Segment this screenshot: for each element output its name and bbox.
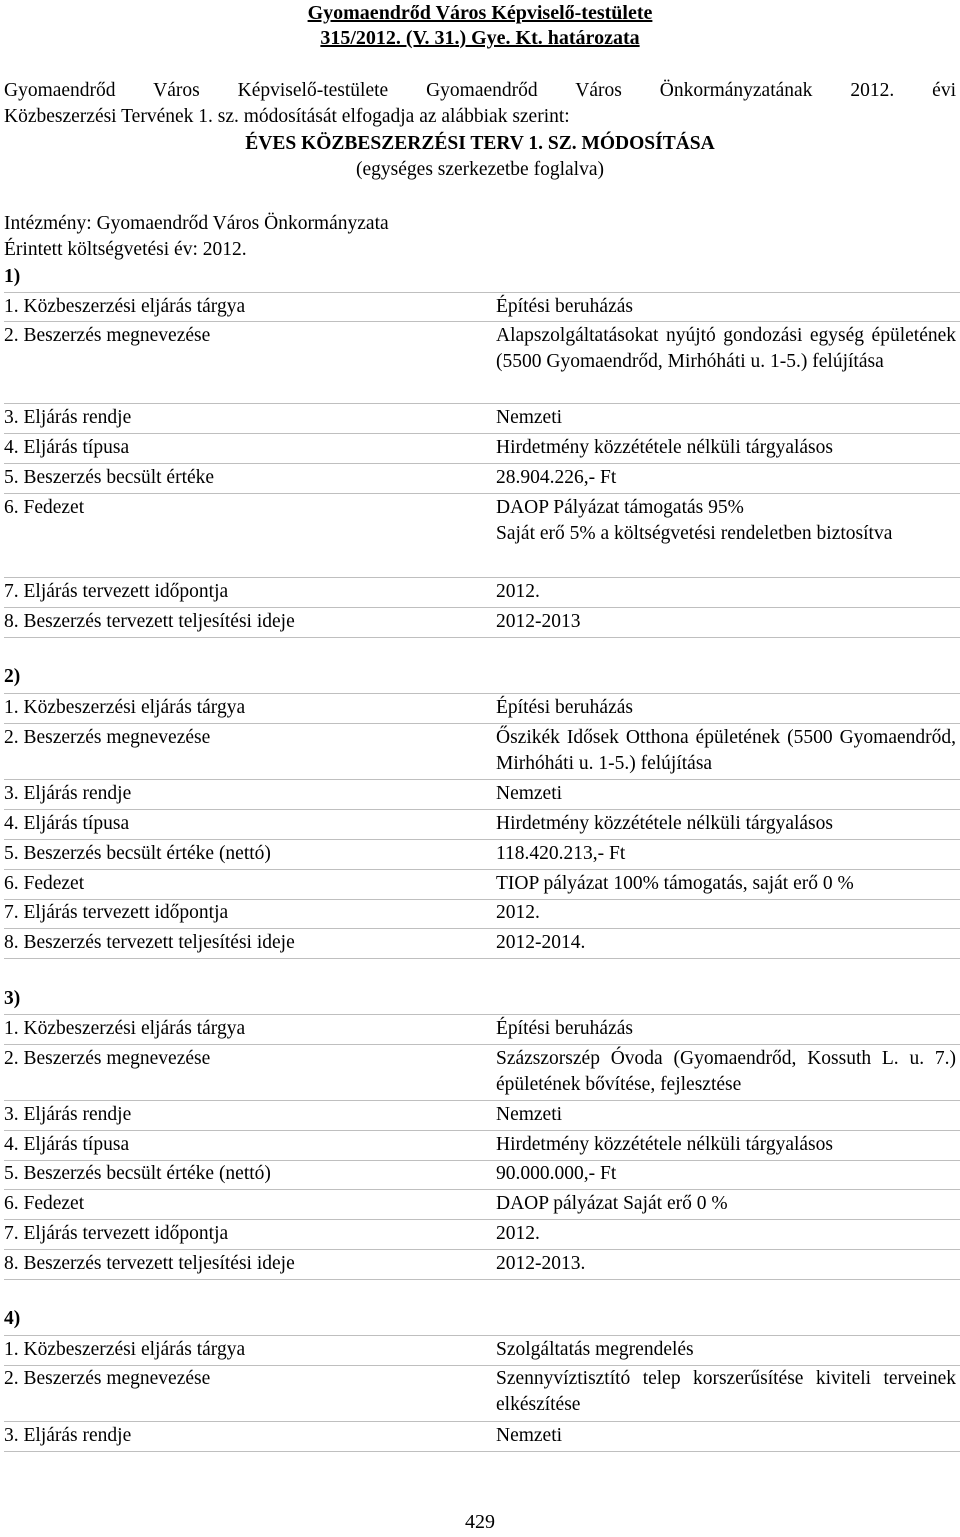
- row-label: 7. Eljárás tervezett időpontja: [4, 581, 229, 602]
- row-value: 90.000.000,- Ft: [496, 1163, 617, 1184]
- row-divider: [4, 637, 960, 638]
- row-value: 2012-2014.: [496, 932, 586, 953]
- row-value: 2012.: [496, 902, 540, 923]
- row-value: 118.420.213,- Ft: [496, 843, 626, 864]
- row-label: 2. Beszerzés megnevezése: [4, 727, 211, 748]
- funding-line-1: DAOP Pályázat támogatás 95%: [496, 497, 744, 518]
- row-value: 2012.: [496, 581, 540, 602]
- row-value: Hirdetmény közzététele nélküli tárgyalásos: [496, 813, 833, 834]
- plan-subtitle: (egységes szerkezetbe foglalva): [356, 159, 604, 180]
- row-divider: [4, 693, 960, 694]
- plan-title: ÉVES KÖZBESZERZÉSI TERV 1. SZ. MÓDOSÍTÁSA: [245, 133, 715, 154]
- row-value: Alapszolgáltatásokat nyújtó gondozási egység épületének (5500 Gyomaendrőd, Mirhóháti u. 1-5.) felújítása: [496, 325, 956, 372]
- row-value: Építési beruházás: [496, 1018, 633, 1039]
- row-value: 28.904.226,- Ft: [496, 467, 617, 488]
- row-label: 6. Fedezet: [4, 873, 85, 894]
- row-label: 6. Fedezet: [4, 497, 85, 518]
- row-divider: [4, 958, 960, 959]
- row-divider: [4, 292, 960, 293]
- row-label: 6. Fedezet: [4, 1193, 85, 1214]
- row-divider: [4, 928, 960, 929]
- budget-year-line: Érintett költségvetési év: 2012.: [4, 239, 247, 260]
- row-value: [496, 495, 956, 547]
- row-value: DAOP pályázat Saját erő 0 %: [496, 1193, 728, 1214]
- funding-line-2: Saját erő 5% a költségvetési rendeletben biztosítva: [496, 523, 893, 544]
- row-divider: [4, 1279, 960, 1280]
- row-divider: [4, 1249, 960, 1250]
- row-divider: [4, 607, 960, 608]
- row-divider: [4, 1219, 960, 1220]
- row-label: 8. Beszerzés tervezett teljesítési ideje: [4, 932, 295, 953]
- row-divider: [4, 403, 960, 404]
- resolution-number: 315/2012. (V. 31.) Gye. Kt. határozata: [320, 27, 640, 49]
- institution-line: Intézmény: Gyomaendrőd Város Önkormányzata: [4, 213, 389, 234]
- row-divider: [4, 839, 960, 840]
- row-value: Hirdetmény közzététele nélküli tárgyalásos: [496, 1134, 833, 1155]
- row-label: 5. Beszerzés becsült értéke (nettó): [4, 843, 271, 864]
- row-label: 3. Eljárás rendje: [4, 1425, 132, 1446]
- row-label: 8. Beszerzés tervezett teljesítési ideje: [4, 611, 295, 632]
- row-divider: [4, 779, 960, 780]
- intro-line-1: Gyomaendrőd Város Képviselő-testülete Gyomaendrőd Város Önkormányzatának 2012. évi: [4, 80, 956, 101]
- row-value: Őszikék Idősek Otthona épületének (5500 Gyomaendrőd, Mirhóháti u. 1-5.) felújítása: [496, 727, 956, 774]
- row-divider: [4, 1100, 960, 1101]
- row-label: 1. Közbeszerzési eljárás tárgya: [4, 296, 246, 317]
- resolution-issuer: Gyomaendrőd Város Képviselő-testülete: [307, 2, 653, 24]
- row-label: 2. Beszerzés megnevezése: [4, 1048, 211, 1069]
- intro-line-2: Közbeszerzési Tervének 1. sz. módosítását elfogadja az alábbiak szerint:: [4, 106, 570, 127]
- row-divider: [4, 1189, 960, 1190]
- page-number: 429: [465, 1511, 495, 1533]
- row-value: Hirdetmény közzététele nélküli tárgyalásos: [496, 437, 833, 458]
- row-divider: [4, 1044, 960, 1045]
- row-divider: [4, 1421, 960, 1422]
- row-value: Építési beruházás: [496, 296, 633, 317]
- row-label: 5. Beszerzés becsült értéke (nettó): [4, 1163, 271, 1184]
- row-divider: [4, 723, 960, 724]
- row-label: 3. Eljárás rendje: [4, 407, 132, 428]
- section-4-title: 4): [4, 1308, 21, 1329]
- row-label: 3. Eljárás rendje: [4, 1104, 132, 1125]
- row-divider: [4, 577, 960, 578]
- row-value: Szolgáltatás megrendelés: [496, 1339, 694, 1360]
- row-divider: [4, 809, 960, 810]
- row-value: Építési beruházás: [496, 697, 633, 718]
- row-label: 8. Beszerzés tervezett teljesítési ideje: [4, 1253, 295, 1274]
- row-label: 7. Eljárás tervezett időpontja: [4, 1223, 229, 1244]
- row-label: 2. Beszerzés megnevezése: [4, 325, 211, 346]
- row-value: 2012.: [496, 1223, 540, 1244]
- row-value: 2012-2013.: [496, 1253, 586, 1274]
- row-label: 4. Eljárás típusa: [4, 813, 130, 834]
- row-value: Nemzeti: [496, 1425, 563, 1446]
- row-label: 3. Eljárás rendje: [4, 783, 132, 804]
- row-label: 2. Beszerzés megnevezése: [4, 1368, 211, 1389]
- intro-paragraph: [4, 78, 956, 130]
- row-value: TIOP pályázat 100% támogatás, saját erő 0 %: [496, 873, 854, 894]
- row-divider: [4, 433, 960, 434]
- row-value: Nemzeti: [496, 1104, 563, 1125]
- row-value: Szennyvíztisztító telep korszerűsítése kiviteli terveinek elkészítése: [496, 1368, 956, 1415]
- row-value: Nemzeti: [496, 783, 563, 804]
- row-label: 7. Eljárás tervezett időpontja: [4, 902, 229, 923]
- row-divider: [4, 1335, 960, 1336]
- row-label: 1. Közbeszerzési eljárás tárgya: [4, 1339, 246, 1360]
- row-divider: [4, 463, 960, 464]
- row-label: 1. Közbeszerzési eljárás tárgya: [4, 1018, 246, 1039]
- row-label: 4. Eljárás típusa: [4, 1134, 130, 1155]
- row-divider: [4, 493, 960, 494]
- row-value: 2012-2013: [496, 611, 581, 632]
- section-3-title: 3): [4, 988, 21, 1009]
- section-1-title: 1): [4, 266, 21, 287]
- row-divider: [4, 321, 960, 322]
- row-label: 4. Eljárás típusa: [4, 437, 130, 458]
- row-label: 1. Közbeszerzési eljárás tárgya: [4, 697, 246, 718]
- row-divider: [4, 1451, 960, 1452]
- row-value: Százszorszép Óvoda (Gyomaendrőd, Kossuth L. u. 7.) épületének bővítése, fejlesztése: [496, 1048, 956, 1095]
- row-divider: [4, 1130, 960, 1131]
- row-divider: [4, 869, 960, 870]
- row-divider: [4, 1014, 960, 1015]
- section-2-title: 2): [4, 666, 21, 687]
- row-value: Nemzeti: [496, 407, 563, 428]
- row-label: 5. Beszerzés becsült értéke: [4, 467, 215, 488]
